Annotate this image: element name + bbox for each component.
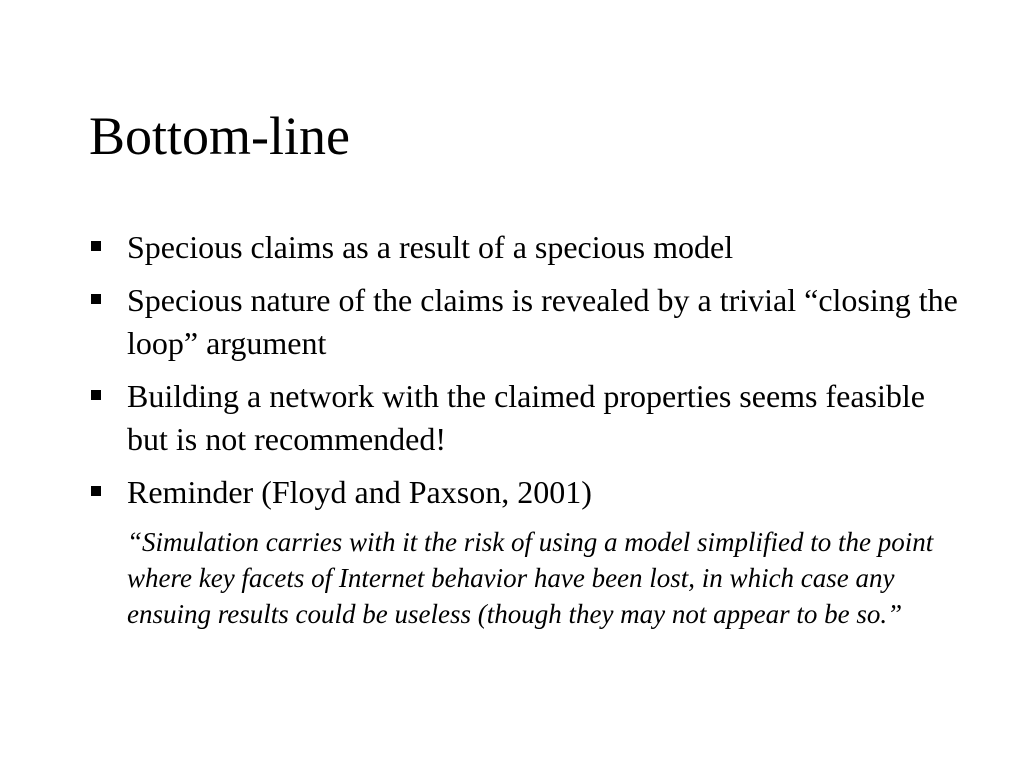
bullet-text: Reminder (Floyd and Paxson, 2001): [127, 474, 592, 510]
bullet-item: [89, 471, 969, 514]
square-bullet-icon: [91, 390, 101, 400]
slide-title: Bottom-line: [89, 106, 350, 166]
bullet-list: [89, 226, 969, 632]
square-bullet-icon: [91, 486, 101, 496]
bullet-text: Specious claims as a result of a specious model: [127, 229, 734, 265]
bullet-item: [89, 375, 969, 461]
bullet-item: [89, 279, 969, 365]
bullet-text: Specious nature of the claims is revealed by a trivial “closing the loop” argument: [127, 282, 958, 361]
quote-text: “Simulation carries with it the risk of using a model simplified to the point where key facets of Internet behavior have been lost, in which case any ensuing results could be useless (though they may not appear to be so.”: [127, 527, 934, 629]
bullet-item: [89, 226, 969, 269]
square-bullet-icon: [91, 294, 101, 304]
bullet-text: Building a network with the claimed properties seems feasible but is not recommended!: [127, 378, 925, 457]
square-bullet-icon: [91, 241, 101, 251]
